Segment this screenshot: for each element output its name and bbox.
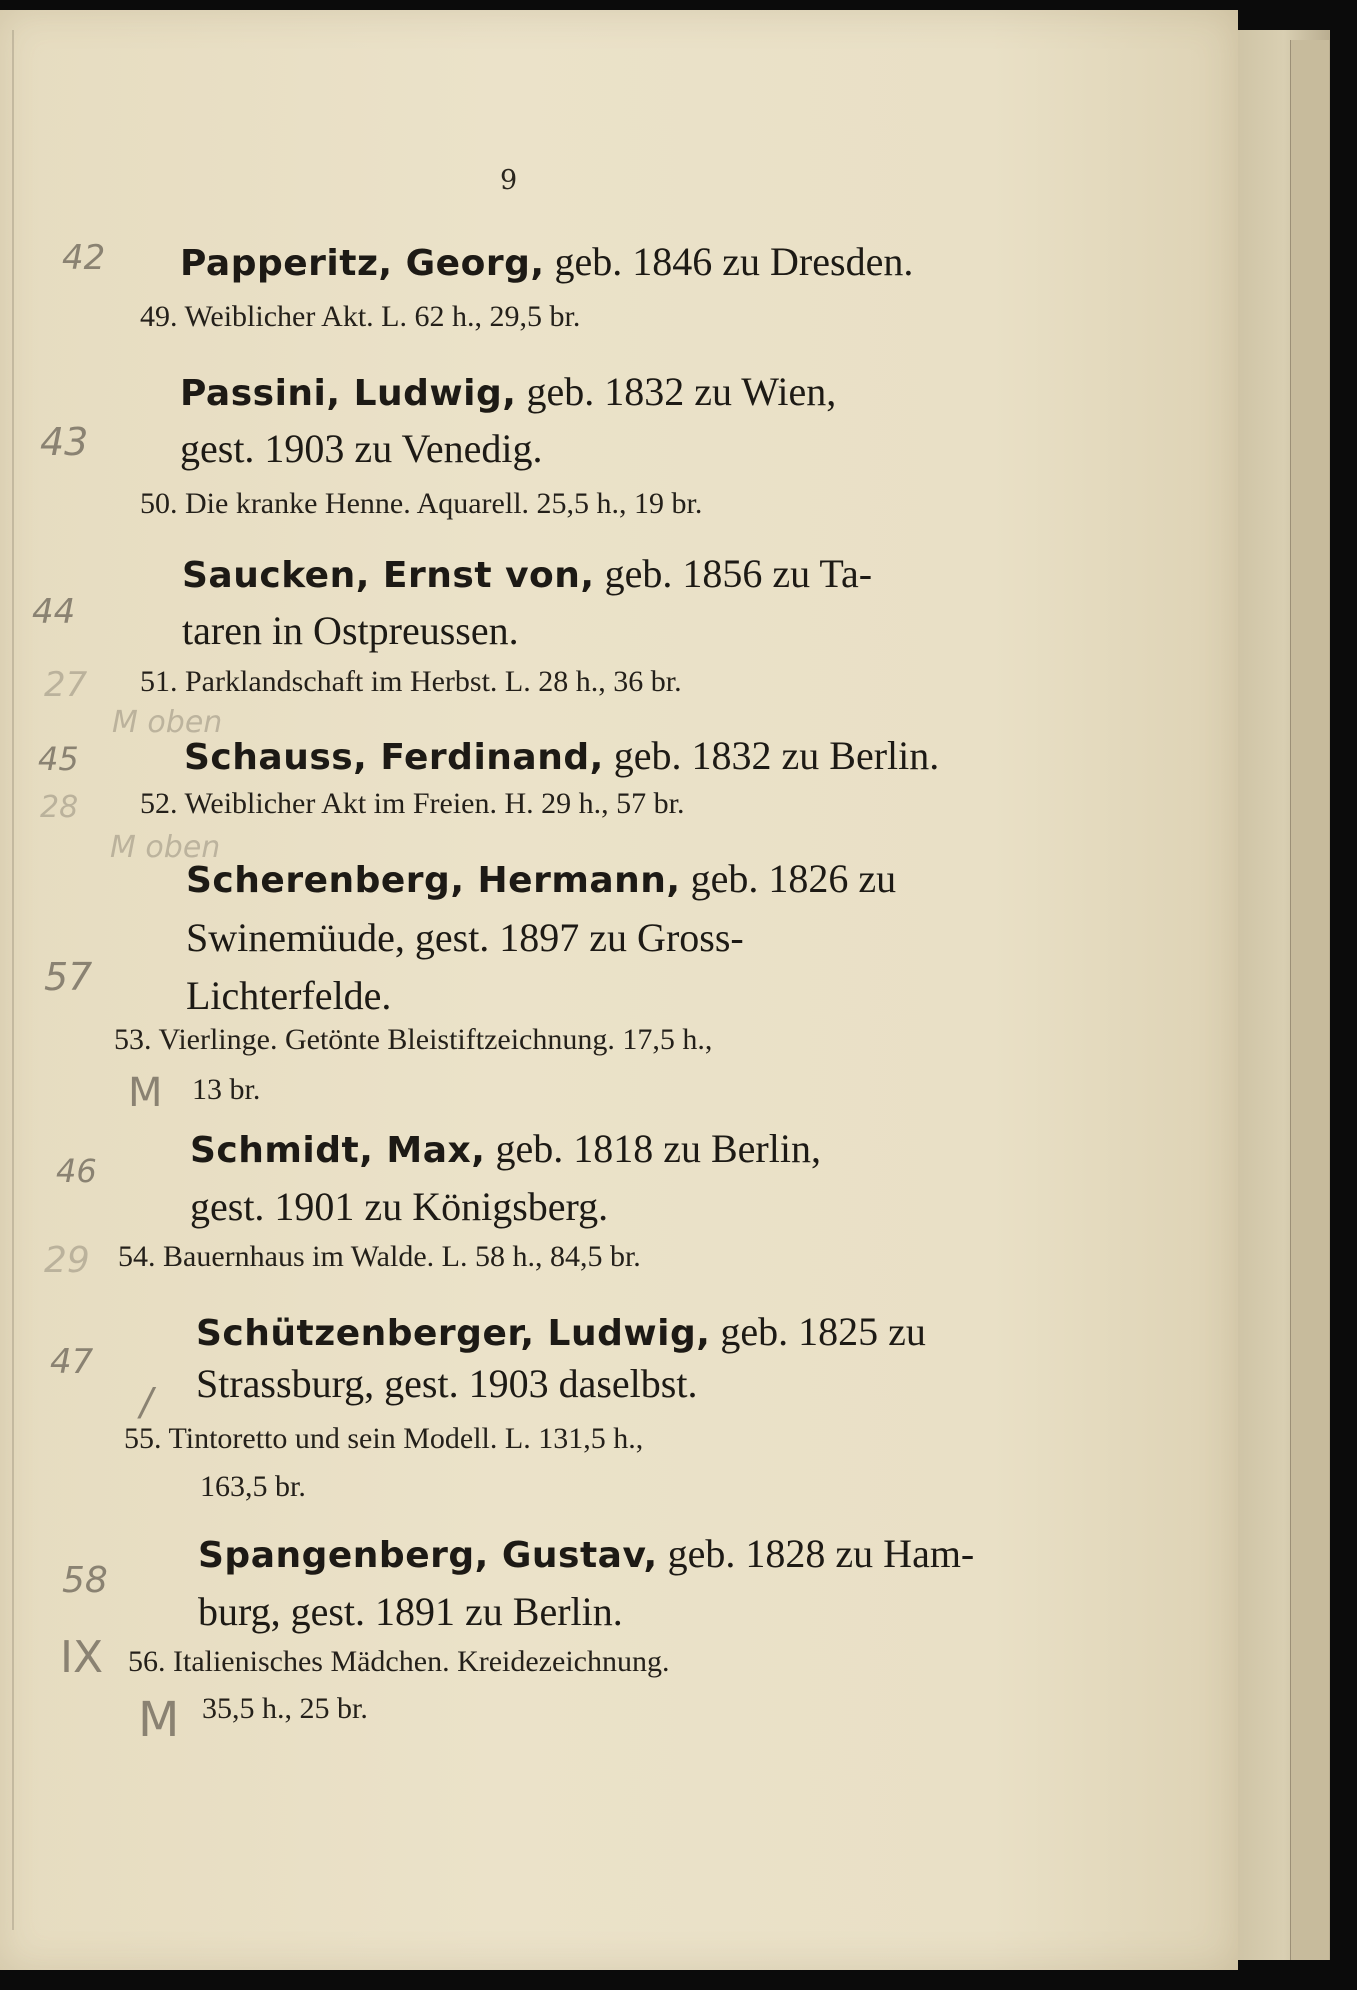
artist-line: burg, gest. 1891 zu Berlin. <box>198 1589 623 1634</box>
work-description: Tintoretto und sein Modell. L. 131,5 h., <box>168 1422 644 1455</box>
artist-details: geb. 1832 zu Berlin. <box>603 733 940 778</box>
artist-line: Lichterfelde. <box>186 973 392 1018</box>
artist-line: taren in Ostpreussen. <box>182 608 519 653</box>
artist-name: Spangenberg, Gustav, <box>198 1535 658 1576</box>
artist-details: geb. 1826 zu <box>680 856 897 901</box>
artist-details: geb. 1825 zu <box>710 1309 926 1354</box>
artist-line: Strassburg, gest. 1903 daselbst. <box>196 1361 698 1406</box>
work-line <box>124 1422 643 1456</box>
work-number: 54. <box>118 1240 156 1273</box>
artist-details: geb. 1818 zu Berlin, <box>485 1126 821 1171</box>
artist-line: gest. 1903 zu Venedig. <box>180 426 543 471</box>
margin-note: 58 <box>62 1560 108 1601</box>
margin-note: M <box>128 1070 163 1116</box>
work-line <box>140 665 682 699</box>
margin-note: M oben <box>112 705 223 740</box>
work-number: 50. <box>140 487 178 520</box>
margin-note: 43 <box>40 420 89 464</box>
work-number: 52. <box>140 787 178 820</box>
work-line <box>118 1240 641 1274</box>
margin-note: 29 <box>44 1240 90 1281</box>
work-description: Italienisches Mädchen. Kreidezeichnung. <box>173 1645 670 1678</box>
work-number: 49. <box>140 300 178 333</box>
artist-details: geb. 1828 zu Ham- <box>657 1531 975 1576</box>
artist-name: Schützenberger, Ludwig, <box>196 1313 711 1354</box>
margin-note: / <box>140 1380 153 1424</box>
artist-heading <box>184 732 939 779</box>
artist-heading <box>186 855 896 902</box>
artist-heading <box>198 1530 974 1577</box>
margin-note: 27 <box>44 665 88 705</box>
work-line-continued: 163,5 br. <box>200 1470 306 1503</box>
artist-details: geb. 1846 zu Dresden. <box>544 239 914 284</box>
work-description: Vierlinge. Getönte Bleistiftzeichnung. 17,5 h., <box>158 1023 713 1056</box>
work-number: 53. <box>114 1023 152 1056</box>
artist-heading <box>196 1308 926 1355</box>
margin-note: 47 <box>50 1342 94 1382</box>
artist-heading <box>182 550 872 597</box>
work-line <box>140 300 580 334</box>
artist-line: gest. 1901 zu Königsberg. <box>190 1184 609 1229</box>
artist-heading <box>180 368 836 415</box>
work-description: Bauernhaus im Walde. L. 58 h., 84,5 br. <box>163 1240 641 1273</box>
margin-note: 28 <box>40 790 79 825</box>
margin-note: 44 <box>32 592 76 632</box>
work-line-continued: 35,5 h., 25 br. <box>202 1692 368 1725</box>
artist-name: Schauss, Ferdinand, <box>184 737 604 778</box>
margin-note: M oben <box>110 830 221 865</box>
page-edge-shadow <box>1290 40 1329 1960</box>
margin-note: 57 <box>44 955 93 999</box>
work-number: 56. <box>128 1645 166 1678</box>
artist-name: Saucken, Ernst von, <box>182 555 595 596</box>
work-line <box>140 787 684 821</box>
work-line <box>140 487 702 521</box>
margin-rule <box>12 30 14 1930</box>
artist-details: geb. 1832 zu Wien, <box>516 369 837 414</box>
artist-name: Scherenberg, Hermann, <box>186 860 681 901</box>
work-line <box>128 1645 669 1679</box>
margin-note: 46 <box>56 1152 97 1190</box>
artist-name: Schmidt, Max, <box>190 1130 486 1171</box>
work-number: 51. <box>140 665 178 698</box>
work-description: Weiblicher Akt. L. 62 h., 29,5 br. <box>184 300 581 333</box>
margin-note: 45 <box>38 740 79 778</box>
artist-heading <box>190 1125 821 1172</box>
margin-note: 42 <box>62 238 106 278</box>
work-line <box>114 1023 712 1057</box>
work-description: Parklandschaft im Herbst. L. 28 h., 36 br. <box>185 665 682 698</box>
artist-name: Passini, Ludwig, <box>180 373 517 414</box>
artist-name: Papperitz, Georg, <box>180 243 545 284</box>
margin-note: IX <box>60 1632 104 1683</box>
work-description: Die kranke Henne. Aquarell. 25,5 h., 19 br. <box>185 487 703 520</box>
work-line-continued: 13 br. <box>192 1073 261 1106</box>
artist-details: geb. 1856 zu Ta- <box>594 551 873 596</box>
margin-note: M <box>138 1692 180 1748</box>
work-description: Weiblicher Akt im Freien. H. 29 h., 57 br. <box>184 787 685 820</box>
artist-heading <box>180 238 913 285</box>
work-number: 55. <box>124 1422 162 1455</box>
artist-line: Swinemüude, gest. 1897 zu Gross- <box>186 915 744 960</box>
page-number: 9 <box>500 165 518 196</box>
